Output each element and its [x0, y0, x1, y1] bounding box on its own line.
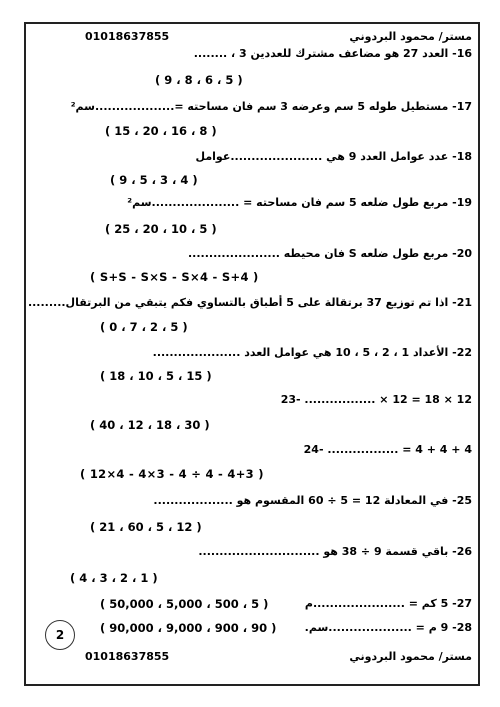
question-17: 17- مستطيل طوله 5 سم وعرضه 3 سم فان مساحته =...................سم² — [70, 100, 472, 113]
options-16: ( 9 ، 8 ، 6 ، 5 ) — [155, 73, 243, 87]
question-16: 16- العدد 27 هو مضاعف مشترك للعددين 3 ، ........ — [193, 47, 472, 60]
question-28: 28- 9 م = ....................سم. — [304, 621, 472, 634]
options-23: ( 40 ، 12 ، 18 ، 30 ) — [90, 418, 210, 432]
question-18: 18- عدد عوامل العدد 9 هي ......................عوامل — [195, 150, 472, 163]
question-20: 20- مربع طول ضلعه S فان محيطه ...................... — [188, 247, 472, 260]
options-19: ( 25 ، 20 ، 10 ، 5 ) — [105, 222, 217, 236]
footer-teacher: مستر/ محمود البردوني — [349, 650, 472, 663]
question-26: 26- باقي قسمة 9 ÷ 38 هو ............................. — [198, 545, 472, 558]
options-20: ( S+S - S×S - S×4 - S+4 ) — [90, 270, 259, 284]
options-26: ( 4 ، 3 ، 2 ، 1 ) — [70, 571, 158, 585]
question-21: 21- اذا تم توزيع 37 برتقالة على 5 أطباق بالتساوي فكم يتبقي من البرتقال......... — [27, 296, 472, 309]
options-18: ( 9 ، 5 ، 3 ، 4 ) — [110, 173, 198, 187]
options-22: ( 18 ، 10 ، 5 ، 15 ) — [100, 369, 212, 383]
options-27: ( 50,000 ، 5,000 ، 500 ، 5 ) — [100, 597, 269, 611]
header-phone: 01018637855 — [85, 30, 170, 43]
question-24: 24- ................. = 4 + 4 + 4 — [303, 443, 472, 456]
question-27: 27- 5 كم = ......................م — [304, 597, 472, 610]
question-22: 22- الأعداد 1 ، 2 ، 5 ، 10 هي عوامل العدد ..................... — [152, 346, 472, 359]
header-teacher: مستر/ محمود البردوني — [349, 30, 472, 43]
options-17: ( 15 ، 20 ، 16 ، 8 ) — [105, 124, 217, 138]
question-23: 23- ................. × 12 = 18 × 12 — [280, 393, 472, 406]
options-25: ( 21 ، 60 ، 5 ، 12 ) — [90, 520, 202, 534]
options-24: ( 12×4 - 4×3 - 4 ÷ 4 - 4+3 ) — [80, 467, 264, 481]
page-number: 2 — [45, 620, 75, 650]
options-28: ( 90,000 ، 9,000 ، 900 ، 90 ) — [100, 621, 277, 635]
footer-phone: 01018637855 — [85, 650, 170, 663]
options-21: ( 0 ، 7 ، 2 ، 5 ) — [100, 320, 188, 334]
question-25: 25- في المعادلة 12 = 5 ÷ 60 المقسوم هو ................... — [153, 494, 472, 507]
question-19: 19- مربع طول ضلعه 5 سم فان مساحته = .....................سم² — [127, 196, 472, 209]
